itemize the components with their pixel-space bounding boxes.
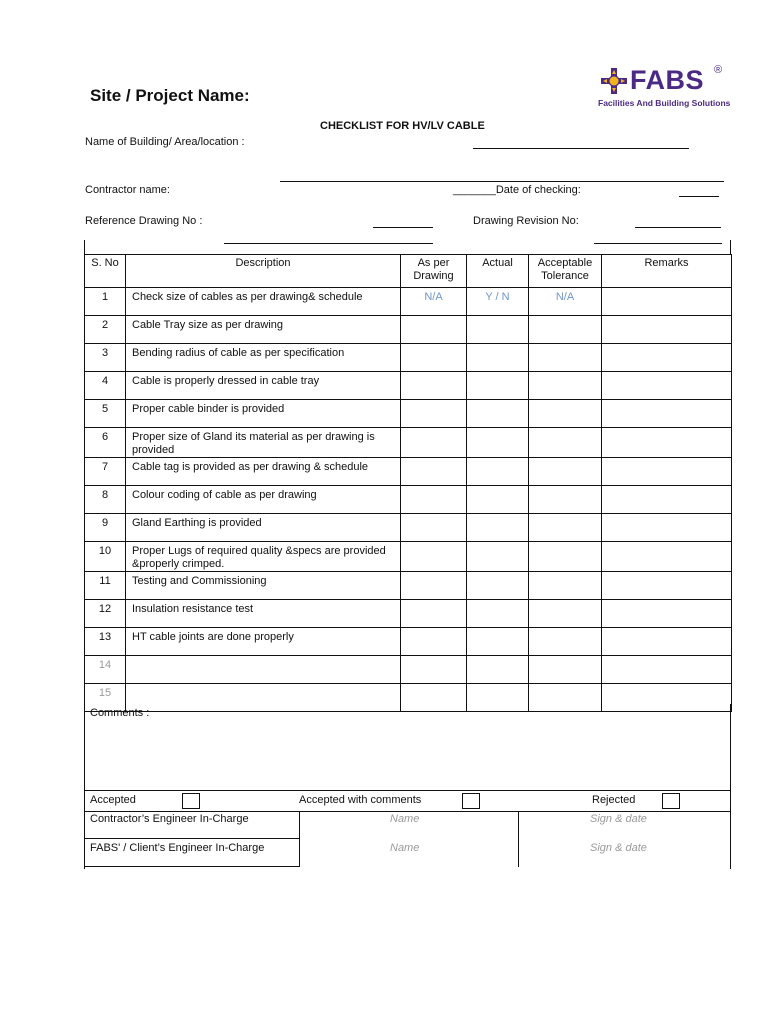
tolerance-cell[interactable]: [529, 486, 602, 514]
row-number: 6: [85, 428, 126, 458]
fabs-logo: [598, 64, 731, 112]
as-per-drawing-cell[interactable]: [401, 628, 467, 656]
as-per-drawing-cell[interactable]: [401, 400, 467, 428]
row-number: 7: [85, 458, 126, 486]
client-name-field[interactable]: Name: [390, 842, 420, 854]
tolerance-cell[interactable]: [529, 344, 602, 372]
row-description: Check size of cables as per drawing& schedule: [126, 288, 401, 316]
row-number: 9: [85, 514, 126, 542]
accepted-checkbox[interactable]: [182, 793, 200, 809]
row-number: 11: [85, 572, 126, 600]
remarks-cell[interactable]: [602, 628, 732, 656]
accepted-with-comments-checkbox[interactable]: [462, 793, 480, 809]
actual-cell[interactable]: [467, 344, 529, 372]
header-remarks: Remarks: [602, 255, 732, 288]
actual-cell[interactable]: [467, 656, 529, 684]
table-row: [85, 684, 732, 712]
contractor-label: Contractor name:: [85, 184, 170, 196]
remarks-cell[interactable]: [602, 542, 732, 572]
checklist-title: CHECKLIST FOR HV/LV CABLE: [320, 120, 485, 132]
tolerance-cell[interactable]: [529, 600, 602, 628]
comments-label: Comments :: [90, 707, 150, 719]
tolerance-cell[interactable]: [529, 572, 602, 600]
divider: [84, 838, 299, 839]
contractor-field[interactable]: [280, 181, 724, 182]
remarks-cell[interactable]: [602, 344, 732, 372]
actual-cell[interactable]: [467, 458, 529, 486]
tolerance-cell[interactable]: [529, 400, 602, 428]
tolerance-cell[interactable]: [529, 372, 602, 400]
remarks-cell[interactable]: [602, 572, 732, 600]
client-engineer-label: FABS' / Client’s Engineer In-Charge: [90, 842, 265, 854]
as-per-drawing-cell[interactable]: [401, 656, 467, 684]
cross-logo-icon: [600, 67, 628, 95]
row-description: Cable tag is provided as per drawing & schedule: [126, 458, 401, 486]
row-description: Proper size of Gland its material as per drawing is provided: [126, 428, 401, 458]
row-description: Cable is properly dressed in cable tray: [126, 372, 401, 400]
tolerance-cell[interactable]: [529, 542, 602, 572]
actual-cell[interactable]: [467, 514, 529, 542]
tolerance-cell[interactable]: N/A: [529, 288, 602, 316]
accepted-label: Accepted: [90, 794, 136, 806]
table-row: [85, 486, 732, 514]
actual-cell[interactable]: [467, 428, 529, 458]
header-as-per-drawing: As per Drawing: [401, 255, 467, 288]
table-row: [85, 372, 732, 400]
row-number: 8: [85, 486, 126, 514]
divider: [594, 243, 722, 244]
reference-drawing-label: Reference Drawing No :: [85, 215, 203, 227]
table-row: [85, 344, 732, 372]
site-project-name-label: Site / Project Name:: [90, 86, 250, 105]
contractor-engineer-label: Contractor’s Engineer In-Charge: [90, 813, 249, 825]
row-description: Proper cable binder is provided: [126, 400, 401, 428]
actual-cell[interactable]: [467, 684, 529, 712]
remarks-cell[interactable]: [602, 458, 732, 486]
table-row: [85, 514, 732, 542]
as-per-drawing-cell[interactable]: [401, 486, 467, 514]
row-description: Gland Earthing is provided: [126, 514, 401, 542]
actual-cell[interactable]: [467, 316, 529, 344]
remarks-cell[interactable]: [602, 316, 732, 344]
divider: [730, 240, 731, 254]
remarks-cell[interactable]: [602, 600, 732, 628]
row-number: 3: [85, 344, 126, 372]
remarks-cell[interactable]: [602, 400, 732, 428]
logo-tagline: Facilities And Building Solutions: [598, 98, 731, 108]
row-description: HT cable joints are done properly: [126, 628, 401, 656]
remarks-cell[interactable]: [602, 372, 732, 400]
row-number: 10: [85, 542, 126, 572]
tolerance-cell[interactable]: [529, 628, 602, 656]
as-per-drawing-cell[interactable]: [401, 316, 467, 344]
remarks-cell[interactable]: [602, 514, 732, 542]
as-per-drawing-cell[interactable]: [401, 600, 467, 628]
actual-cell[interactable]: [467, 372, 529, 400]
remarks-cell[interactable]: [602, 428, 732, 458]
as-per-drawing-cell[interactable]: N/A: [401, 288, 467, 316]
tolerance-cell[interactable]: [529, 656, 602, 684]
building-label: Name of Building/ Area/location :: [85, 136, 245, 148]
client-sign-field[interactable]: Sign & date: [590, 842, 647, 854]
row-description: [126, 684, 401, 712]
row-number: 4: [85, 372, 126, 400]
table-header-row: [85, 255, 732, 288]
header-description: Description: [126, 255, 401, 288]
header-sno: S. No: [85, 255, 126, 288]
table-row: [85, 628, 732, 656]
divider: [84, 811, 731, 812]
building-field[interactable]: [473, 148, 689, 149]
header-tolerance: Acceptable Tolerance: [529, 255, 602, 288]
date-field[interactable]: [679, 196, 719, 197]
table-row: [85, 542, 732, 572]
divider: [299, 811, 300, 867]
table-row: [85, 428, 732, 458]
row-number: 14: [85, 656, 126, 684]
row-number: 12: [85, 600, 126, 628]
actual-cell[interactable]: [467, 572, 529, 600]
as-per-drawing-cell[interactable]: [401, 684, 467, 712]
actual-cell[interactable]: Y / N: [467, 288, 529, 316]
header-actual: Actual: [467, 255, 529, 288]
actual-cell[interactable]: [467, 486, 529, 514]
divider: [84, 704, 85, 869]
logo-registered: ®: [714, 64, 723, 76]
remarks-cell[interactable]: [602, 486, 732, 514]
row-description: [126, 656, 401, 684]
drawing-revision-field[interactable]: [635, 227, 721, 228]
actual-cell[interactable]: [467, 400, 529, 428]
actual-cell[interactable]: [467, 628, 529, 656]
divider: [730, 704, 731, 869]
as-per-drawing-cell[interactable]: [401, 372, 467, 400]
date-label: _______Date of checking:: [453, 184, 581, 196]
tolerance-cell[interactable]: [529, 428, 602, 458]
as-per-drawing-cell[interactable]: [401, 428, 467, 458]
divider: [518, 811, 519, 867]
rejected-checkbox[interactable]: [662, 793, 680, 809]
row-number: 13: [85, 628, 126, 656]
row-description: Proper Lugs of required quality &specs are provided &properly crimped.: [126, 542, 401, 572]
rejected-label: Rejected: [592, 794, 636, 806]
table-row: [85, 572, 732, 600]
row-number: 1: [85, 288, 126, 316]
row-description: Colour coding of cable as per drawing: [126, 486, 401, 514]
remarks-cell[interactable]: [602, 288, 732, 316]
as-per-drawing-cell[interactable]: [401, 572, 467, 600]
row-number: 5: [85, 400, 126, 428]
remarks-cell[interactable]: [602, 684, 732, 712]
row-number: 2: [85, 316, 126, 344]
row-description: Cable Tray size as per drawing: [126, 316, 401, 344]
checklist-table: [84, 254, 732, 712]
remarks-cell[interactable]: [602, 656, 732, 684]
as-per-drawing-cell[interactable]: [401, 344, 467, 372]
as-per-drawing-cell[interactable]: [401, 458, 467, 486]
table-row: [85, 288, 732, 316]
logo-brand: FABS: [630, 65, 705, 95]
divider: [84, 790, 731, 791]
accepted-with-comments-label: Accepted with comments: [299, 794, 422, 806]
table-row: [85, 458, 732, 486]
contractor-name-field[interactable]: Name: [390, 813, 420, 825]
comments-area[interactable]: [86, 722, 728, 788]
table-row: [85, 656, 732, 684]
reference-drawing-field[interactable]: [373, 227, 433, 228]
table-row: [85, 400, 732, 428]
divider: [84, 866, 299, 867]
tolerance-cell[interactable]: [529, 684, 602, 712]
contractor-sign-field[interactable]: Sign & date: [590, 813, 647, 825]
tolerance-cell[interactable]: [529, 458, 602, 486]
table-row: [85, 600, 732, 628]
tolerance-cell[interactable]: [529, 316, 602, 344]
row-number: 15: [85, 684, 126, 712]
actual-cell[interactable]: [467, 542, 529, 572]
row-description: Testing and Commissioning: [126, 572, 401, 600]
tolerance-cell[interactable]: [529, 514, 602, 542]
table-row: [85, 316, 732, 344]
divider: [224, 243, 433, 244]
as-per-drawing-cell[interactable]: [401, 542, 467, 572]
actual-cell[interactable]: [467, 600, 529, 628]
drawing-revision-label: Drawing Revision No:: [473, 215, 579, 227]
divider: [84, 240, 85, 254]
as-per-drawing-cell[interactable]: [401, 514, 467, 542]
row-description: Insulation resistance test: [126, 600, 401, 628]
row-description: Bending radius of cable as per specification: [126, 344, 401, 372]
